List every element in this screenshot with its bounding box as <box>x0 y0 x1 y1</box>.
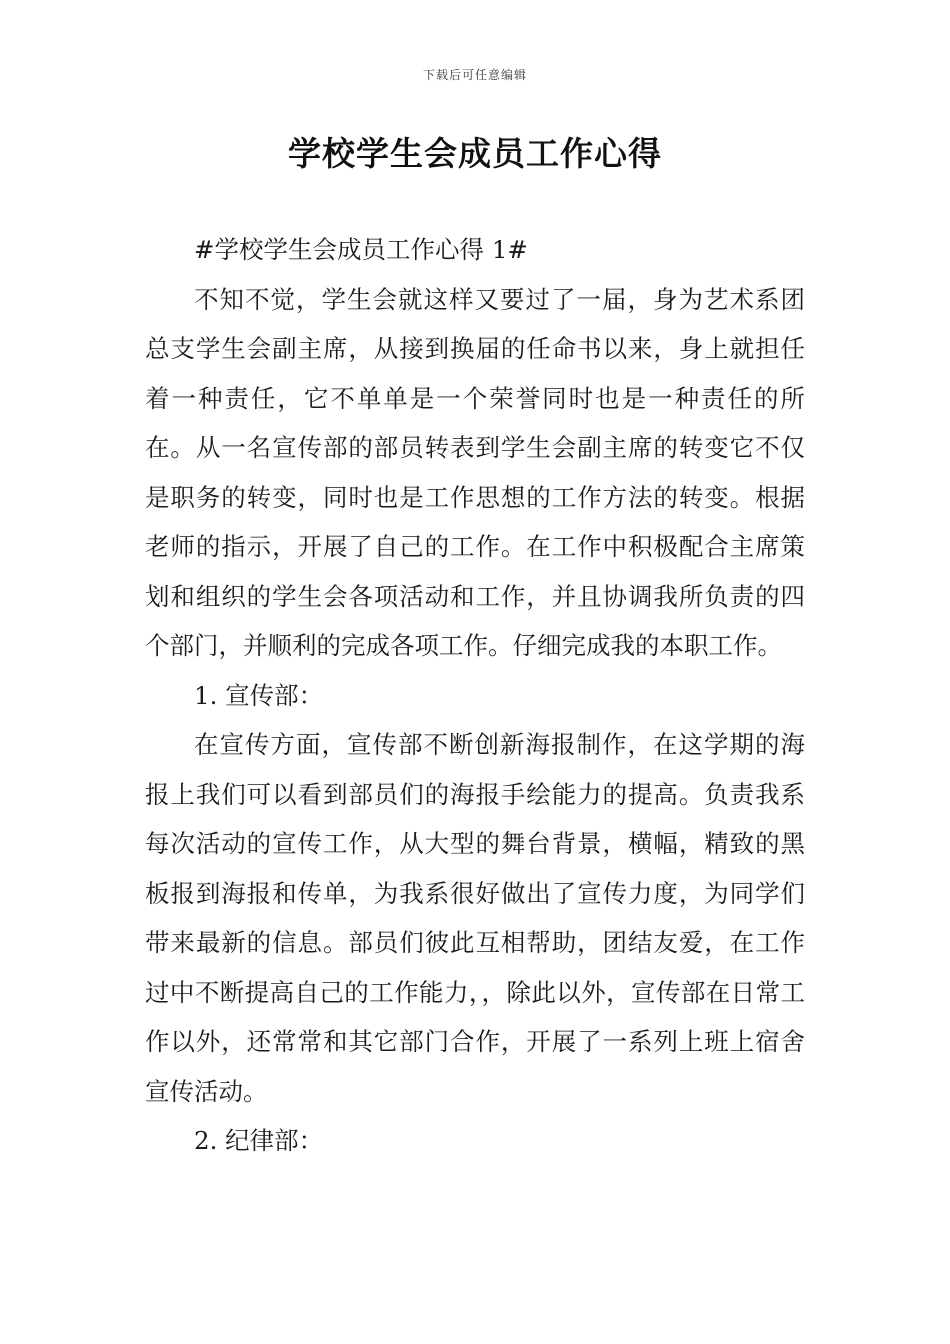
document-body <box>145 225 805 1166</box>
header-note: 下载后可任意编辑 <box>422 68 527 82</box>
paragraph: 在宣传方面，宣传部不断创新海报制作，在这学期的海报上我们可以看到部员们的海报手绘能力的提高。负责我系每次活动的宣传工作，从大型的舞台背景，横幅，精致的黑板报到海报和传单，为我系很好做出了宣传力度，为同学们带来最新的信息。部员们彼此互相帮助，团结友爱，在工作过中不断提高自己的工作能力，，除此以外，宣传部在日常工作以外，还常常和其它部门合作，开展了一系列上班上宿舍宣传活动。 <box>145 730 805 1106</box>
subsection-heading: 2. 纪律部： <box>194 1126 324 1155</box>
document-title: 学校学生会成员工作心得 <box>288 134 662 173</box>
section-heading: #学校学生会成员工作心得 1# <box>194 235 528 264</box>
paragraph: 不知不觉，学生会就这样又要过了一届，身为艺术系团总支学生会副主席，从接到换届的任命书以来，身上就担任着一种责任，它不单单是一个荣誉同时也是一种责任的所在。从一名宣传部的部员转表到学生会副主席的转变它不仅是职务的转变，同时也是工作思想的工作方法的转变。根据老师的指示，开展了自己的工作。在工作中积极配合主席策划和组织的学生会各项活动和工作，并且协调我所负责的四个部门，并顺利的完成各项工作。仔细完成我的本职工作。 <box>145 284 805 660</box>
subsection-heading: 1. 宣传部： <box>194 680 324 710</box>
